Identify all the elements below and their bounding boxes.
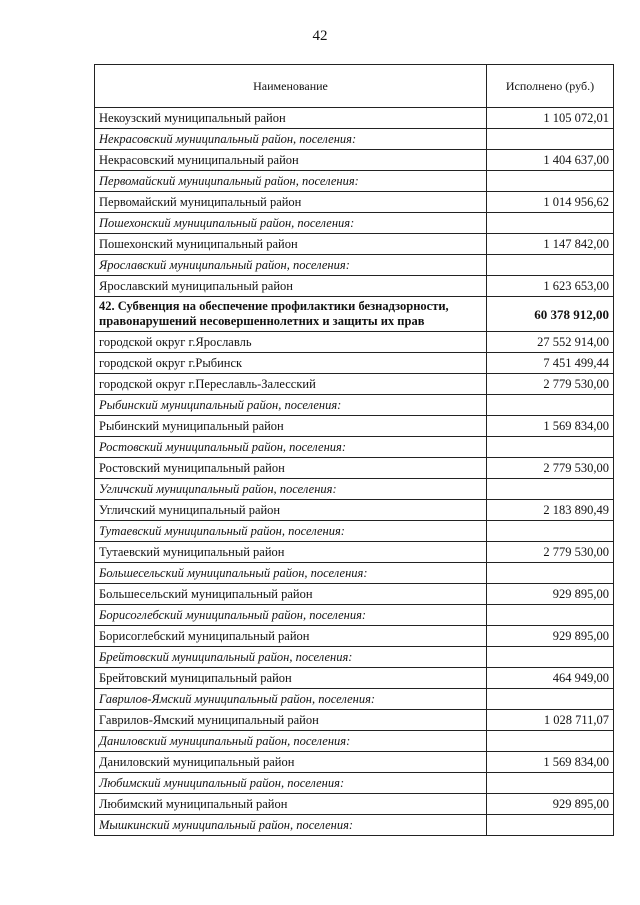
table-row — [95, 108, 614, 129]
row-name-cell: Ростовский муниципальный район, поселения: — [95, 437, 487, 458]
table-row — [95, 416, 614, 437]
row-amount-cell — [487, 689, 614, 710]
row-amount-cell: 60 378 912,00 — [487, 297, 614, 332]
row-name-cell: Брейтовский муниципальный район — [95, 668, 487, 689]
page-number: 42 — [312, 28, 328, 44]
district-row — [95, 815, 614, 836]
row-amount-cell — [487, 129, 614, 150]
row-amount-cell: 929 895,00 — [487, 794, 614, 815]
district-row — [95, 689, 614, 710]
row-name-cell: Ярославский муниципальный район, поселения: — [95, 255, 487, 276]
row-amount-cell: 2 779 530,00 — [487, 542, 614, 563]
row-amount-cell: 7 451 499,44 — [487, 353, 614, 374]
row-name-cell: Брейтовский муниципальный район, поселения: — [95, 647, 487, 668]
row-amount-cell: 1 014 956,62 — [487, 192, 614, 213]
row-amount-cell: 1 105 072,01 — [487, 108, 614, 129]
table-row — [95, 668, 614, 689]
report-table-body — [95, 65, 614, 836]
row-amount-cell — [487, 605, 614, 626]
row-amount-cell — [487, 479, 614, 500]
row-amount-cell — [487, 731, 614, 752]
row-amount-cell — [487, 255, 614, 276]
row-amount-cell: 929 895,00 — [487, 584, 614, 605]
row-name-cell: Любимский муниципальный район — [95, 794, 487, 815]
row-name-cell: Большесельский муниципальный район, поселения: — [95, 563, 487, 584]
table-row — [95, 710, 614, 731]
table-row — [95, 374, 614, 395]
row-name-cell: Гаврилов-Ямский муниципальный район — [95, 710, 487, 731]
row-name-cell: Угличский муниципальный район — [95, 500, 487, 521]
row-amount-cell: 1 569 834,00 — [487, 752, 614, 773]
row-name-cell: Даниловский муниципальный район, поселения: — [95, 731, 487, 752]
row-amount-cell: 2 183 890,49 — [487, 500, 614, 521]
table-row — [95, 150, 614, 171]
table-row — [95, 752, 614, 773]
header-name-cell: Наименование — [95, 65, 487, 108]
district-row — [95, 437, 614, 458]
row-amount-cell: 2 779 530,00 — [487, 458, 614, 479]
district-row — [95, 521, 614, 542]
row-name-cell: Рыбинский муниципальный район, поселения: — [95, 395, 487, 416]
row-amount-cell — [487, 563, 614, 584]
table-row — [95, 584, 614, 605]
district-row — [95, 479, 614, 500]
row-name-cell: Тутаевский муниципальный район — [95, 542, 487, 563]
row-amount-cell: 27 552 914,00 — [487, 332, 614, 353]
row-name-cell: Мышкинский муниципальный район, поселения: — [95, 815, 487, 836]
row-name-cell: 42. Субвенция на обеспечение профилактики безнадзорности, правонарушений несовершеннолетних и защиты их прав — [95, 297, 487, 332]
header-amount-cell: Исполнено (руб.) — [487, 65, 614, 108]
district-row — [95, 605, 614, 626]
table-row — [95, 192, 614, 213]
row-name-cell: Ростовский муниципальный район — [95, 458, 487, 479]
table-header-row — [95, 65, 614, 108]
row-name-cell: Рыбинский муниципальный район — [95, 416, 487, 437]
subvention-row — [95, 297, 614, 332]
row-name-cell: Любимский муниципальный район, поселения: — [95, 773, 487, 794]
row-amount-cell — [487, 815, 614, 836]
row-name-cell: Борисоглебский муниципальный район, поселения: — [95, 605, 487, 626]
row-name-cell: Ярославский муниципальный район — [95, 276, 487, 297]
row-amount-cell: 1 028 711,07 — [487, 710, 614, 731]
row-amount-cell: 1 404 637,00 — [487, 150, 614, 171]
row-amount-cell: 1 623 653,00 — [487, 276, 614, 297]
row-name-cell: городской округ г.Переславль-Залесский — [95, 374, 487, 395]
table-row — [95, 542, 614, 563]
row-amount-cell: 1 569 834,00 — [487, 416, 614, 437]
district-row — [95, 563, 614, 584]
table-row — [95, 353, 614, 374]
row-amount-cell — [487, 521, 614, 542]
row-amount-cell: 464 949,00 — [487, 668, 614, 689]
row-amount-cell — [487, 213, 614, 234]
row-amount-cell — [487, 773, 614, 794]
row-amount-cell — [487, 171, 614, 192]
row-amount-cell — [487, 395, 614, 416]
report-table — [94, 64, 614, 836]
row-amount-cell — [487, 437, 614, 458]
row-name-cell: Пошехонский муниципальный район — [95, 234, 487, 255]
district-row — [95, 647, 614, 668]
row-name-cell: Даниловский муниципальный район — [95, 752, 487, 773]
row-name-cell: Некрасовский муниципальный район — [95, 150, 487, 171]
row-name-cell: Большесельский муниципальный район — [95, 584, 487, 605]
table-row — [95, 458, 614, 479]
row-name-cell: городской округ г.Ярославль — [95, 332, 487, 353]
district-row — [95, 773, 614, 794]
table-row — [95, 332, 614, 353]
row-name-cell: Первомайский муниципальный район — [95, 192, 487, 213]
table-row — [95, 794, 614, 815]
table-row — [95, 234, 614, 255]
row-name-cell: городской округ г.Рыбинск — [95, 353, 487, 374]
table-row — [95, 276, 614, 297]
row-name-cell: Пошехонский муниципальный район, поселения: — [95, 213, 487, 234]
district-row — [95, 171, 614, 192]
district-row — [95, 129, 614, 150]
row-name-cell: Первомайский муниципальный район, поселения: — [95, 171, 487, 192]
row-amount-cell — [487, 647, 614, 668]
row-name-cell: Некрасовский муниципальный район, поселения: — [95, 129, 487, 150]
district-row — [95, 395, 614, 416]
row-name-cell: Тутаевский муниципальный район, поселения: — [95, 521, 487, 542]
row-amount-cell: 1 147 842,00 — [487, 234, 614, 255]
district-row — [95, 213, 614, 234]
table-row — [95, 500, 614, 521]
row-name-cell: Некоузский муниципальный район — [95, 108, 487, 129]
district-row — [95, 255, 614, 276]
row-name-cell: Гаврилов-Ямский муниципальный район, поселения: — [95, 689, 487, 710]
table-row — [95, 626, 614, 647]
row-amount-cell: 2 779 530,00 — [487, 374, 614, 395]
row-name-cell: Борисоглебский муниципальный район — [95, 626, 487, 647]
row-name-cell: Угличский муниципальный район, поселения: — [95, 479, 487, 500]
district-row — [95, 731, 614, 752]
row-amount-cell: 929 895,00 — [487, 626, 614, 647]
